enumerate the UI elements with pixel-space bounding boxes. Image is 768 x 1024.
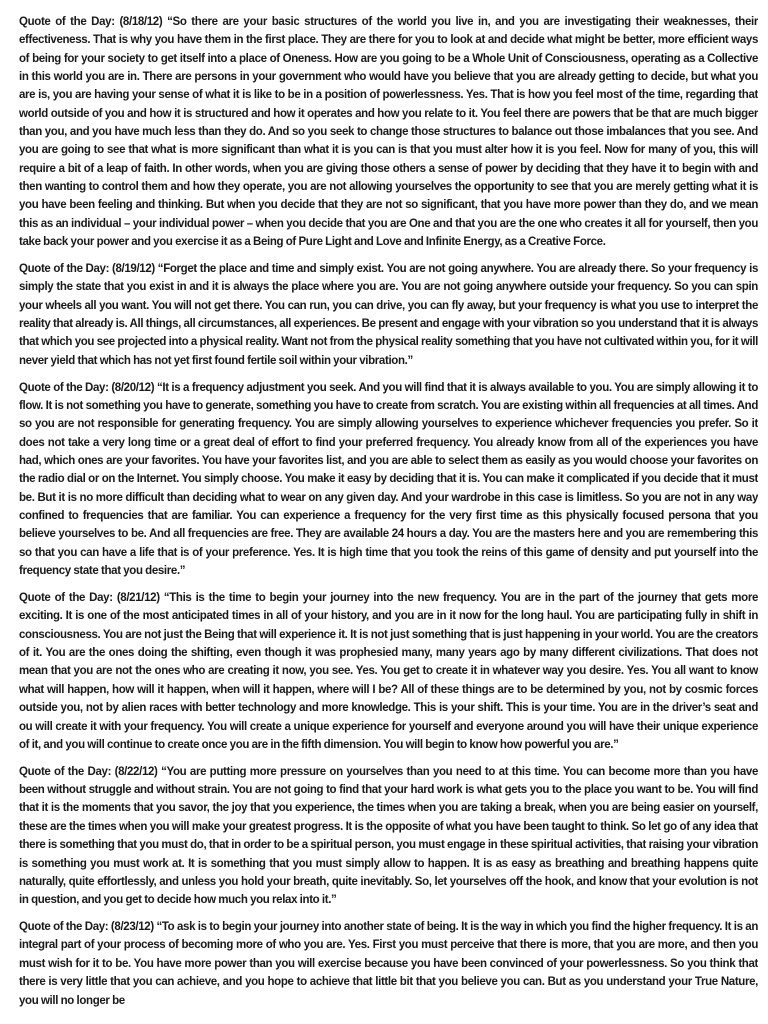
quote-heading: Quote of the Day: (8/19/12)	[19, 263, 155, 276]
quote-paragraph	[19, 918, 758, 1010]
quote-paragraph	[19, 13, 758, 251]
quote-text: “You are putting more pressure on yourselves than you need to at this time. You can become more than you have been without struggle and without strain. You are not going to find that your hard work is what gets you to the place you want to be. You will find that it is the moments that you savor, the joy that you experience, the times when you are taking a break, when you are being easier on yourself, these are the times when you will make your greatest progress. It is the opposite of what you have been taught to think. So let go of any idea that there is something that you must do, that in order to be a spiritual person, you must engage in these spiritual activities, that raising your vibration is something you must work at. It is something that you must simply allow to happen. It is as easy as breathing and breathing happens quite naturally, quite effortlessly, and unless you hold your breath, quite inevitably. So, let yourselves off the hook, and know that your evolution is not in question, and you get to decide how much you relax into it.”	[19, 765, 758, 907]
quote-text: “To ask is to begin your journey into another state of being. It is the way in which you find the higher frequency. It is an integral part of your process of becoming more of who you are. Yes. First you must perceive that there is more, that you are more, and then you must wish for it to be. You have more power than you will exercise because you have been convinced of your powerlessness. So you think that there is very little that you can achieve, and you hope to achieve that little bit that you believe you can. But as you understand your True Nature, you will no longer be	[19, 921, 758, 1007]
quote-text: “So there are your basic structures of the world you live in, and you are investigating their weaknesses, their effectiveness. That is why you have them in the first place. They are there for you to look at and decide what might be better, more efficient ways of being for your society to get itself into a place of Oneness. How are you going to be a Whole Unit of Consciousness, operating as a Collective in this world you are in. There are persons in your government who would have you believe that you are already getting to decide, but what you are is, you are having your sense of what it is like to be in a position of powerlessness. Yes. That is how you feel most of the time, regarding that world outside of you and how it is structured and how it operates and how you relate to it. You feel there are powers that be that are much bigger than you, and you have much less than they do. And so you seek to change those structures to balance out those imbalances that you see. And you are going to see that what is more significant than what it is you can is that you must alter how it is you feel. Now for many of you, this will require a bit of a leap of faith. In other words, when you are giving those others a sense of power by deciding that they have it to begin with and then wanting to control them and how they operate, you are not allowing yourselves the opportunity to see that you are merely getting what it is you have been feeling and thinking. But when you decide that they are not so significant, that you have more power than they do, and we mean this as an individual – your individual power – when you decide that you are One and that you are the one who creates it all for yourself, then you take back your power and you exercise it as a Being of Pure Light and Love and Infinite Energy, as a Creative Force.	[19, 16, 758, 249]
quote-paragraph	[19, 763, 758, 910]
quote-text: “It is a frequency adjustment you seek. And you will find that it is always available to you. You are simply allowing it to flow. It is not something you have to generate, something you have to create from scratch. You are existing within all frequencies at all times. And so you are not responsible for generating frequency. You are simply allowing yourselves to experience whichever frequencies you prefer. So it does not take a very long time or a great deal of effort to find your preferred frequency. You already know from all of the experiences you have had, which ones are your favorites. You have your favorites list, and you are able to select them as easily as you would choose your favorites on the radio dial or on the Internet. You simply choose. You make it easy by deciding that it is. You can make it complicated if you decide that it must be. But it is no more difficult than deciding what to wear on any given day. And your wardrobe in this case is limitless. So you are not in any way confined to frequencies that are familiar. You can experience a frequency for the very first time as this physically focused persona that you believe yourselves to be. And all frequencies are free. They are available 24 hours a day. You are the masters here and you are remembering this so that you can have a life that is of your preference. Yes. It is high time that you took the reins of this game of density and put yourself into the frequency state that you desire.”	[19, 381, 758, 578]
quote-heading: Quote of the Day: (8/22/12)	[19, 765, 158, 778]
quote-heading: Quote of the Day: (8/20/12)	[19, 381, 155, 394]
quote-heading: Quote of the Day: (8/23/12)	[19, 921, 154, 934]
quote-paragraph	[19, 379, 758, 581]
quote-paragraph	[19, 260, 758, 370]
document-page	[19, 13, 758, 1018]
quote-paragraph	[19, 589, 758, 754]
quote-text: “This is the time to begin your journey into the new frequency. You are in the part of the journey that gets more exciting. It is one of the most anticipated times in all of your history, and you are in it now for the long haul. You are participating fully in shift in consciousness. You are not just the Being that will experience it. It is not just something that is just happening in your world. You are the creators of it. You are the ones doing the shifting, even though it was prophesied many, many years ago by many different civilizations. That does not mean that you are not the ones who are creating it now, you see. Yes. You get to create it in whatever way you desire. Yes. You all want to know what will happen, how will it happen, when will it happen, where will I be? All of these things are to be determined by you, not by cosmic forces outside you, not by alien races with better technology and more knowledge. This is your shift. This is your time. You are in the driver’s seat and ou will create it with your frequency. You will create a unique experience for yourself and everyone around you will have their unique experience of it, and you will continue to create once you are in the fifth dimension. You will begin to know how powerful you are.”	[19, 592, 758, 751]
quote-text: “Forget the place and time and simply exist. You are not going anywhere. You are already there. So your frequency is simply the state that you exist in and it is always the place where you are. You are not going anywhere outside your frequency. So you can spin your wheels all you want. You will not get there. You can run, you can drive, you can fly away, but your frequency is what you use to interpret the reality that already is. All things, all circumstances, all experiences. Be present and engage with your vibration so you understand that it is always that which you see projected into a physical reality. Want not from the physical reality something that you have not cultivated within you, for it will never yield that which has not yet first found fertile soil within your vibration.”	[19, 263, 758, 367]
quote-heading: Quote of the Day: (8/21/12)	[19, 592, 160, 605]
quote-heading: Quote of the Day: (8/18/12)	[19, 16, 163, 28]
